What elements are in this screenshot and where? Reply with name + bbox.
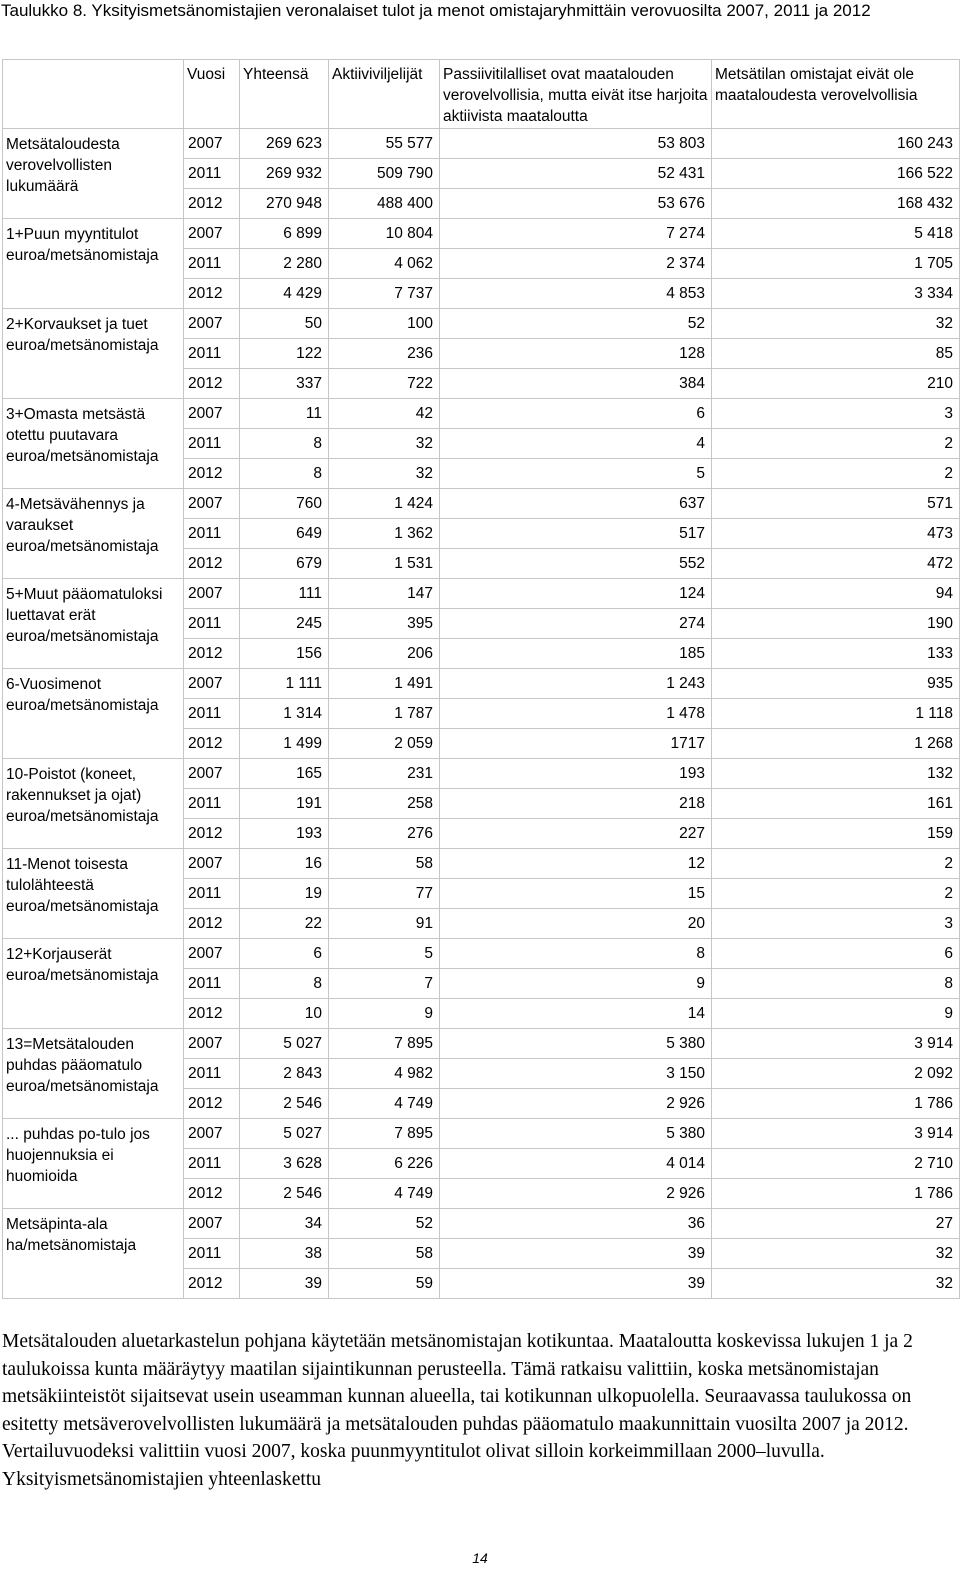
- cell-active-farmers: 7: [329, 969, 440, 999]
- cell-passive-owners: 12: [440, 849, 712, 879]
- cell-total: 1 499: [240, 729, 329, 759]
- header-row: [3, 60, 960, 129]
- table-row: [3, 579, 960, 609]
- cell-total: 111: [240, 579, 329, 609]
- cell-passive-owners: 36: [440, 1209, 712, 1239]
- cell-year: 2007: [184, 1029, 240, 1059]
- cell-passive-owners: 274: [440, 609, 712, 639]
- cell-active-farmers: 722: [329, 369, 440, 399]
- row-group-label: 6-Vuosimenot euroa/metsänomistaja: [3, 669, 184, 759]
- cell-total: 8: [240, 459, 329, 489]
- row-group-label: 5+Muut pääomatuloksi luettavat erät euroa/metsänomistaja: [3, 579, 184, 669]
- cell-passive-owners: 39: [440, 1269, 712, 1299]
- cell-forest-owners: 133: [712, 639, 960, 669]
- cell-total: 19: [240, 879, 329, 909]
- table-row: [3, 669, 960, 699]
- cell-year: 2011: [184, 159, 240, 189]
- cell-active-farmers: 9: [329, 999, 440, 1029]
- cell-forest-owners: 161: [712, 789, 960, 819]
- cell-passive-owners: 15: [440, 879, 712, 909]
- cell-passive-owners: 9: [440, 969, 712, 999]
- table-row: [3, 129, 960, 159]
- cell-active-farmers: 509 790: [329, 159, 440, 189]
- table-row: [3, 1029, 960, 1059]
- cell-forest-owners: 32: [712, 309, 960, 339]
- cell-year: 2012: [184, 1089, 240, 1119]
- cell-passive-owners: 2 374: [440, 249, 712, 279]
- cell-active-farmers: 58: [329, 849, 440, 879]
- cell-forest-owners: 132: [712, 759, 960, 789]
- cell-year: 2007: [184, 939, 240, 969]
- cell-year: 2011: [184, 1149, 240, 1179]
- cell-passive-owners: 7 274: [440, 219, 712, 249]
- table-title: Taulukko 8. Yksityismetsänomistajien veronalaiset tulot ja menot omistajaryhmittäin verovuosilta 2007, 2011 ja 2012: [1, 1, 871, 20]
- cell-year: 2007: [184, 489, 240, 519]
- cell-year: 2012: [184, 189, 240, 219]
- table-row: [3, 399, 960, 429]
- row-group-label: 4-Metsävähennys ja varaukset euroa/metsänomistaja: [3, 489, 184, 579]
- row-group-label: 3+Omasta metsästä otettu puutavara euroa/metsänomistaja: [3, 399, 184, 489]
- cell-total: 679: [240, 549, 329, 579]
- cell-year: 2012: [184, 639, 240, 669]
- cell-passive-owners: 185: [440, 639, 712, 669]
- cell-active-farmers: 1 531: [329, 549, 440, 579]
- cell-total: 6 899: [240, 219, 329, 249]
- cell-total: 193: [240, 819, 329, 849]
- cell-passive-owners: 1717: [440, 729, 712, 759]
- cell-passive-owners: 52 431: [440, 159, 712, 189]
- cell-active-farmers: 258: [329, 789, 440, 819]
- cell-forest-owners: 1 786: [712, 1179, 960, 1209]
- cell-active-farmers: 1 362: [329, 519, 440, 549]
- row-group-label: 2+Korvaukset ja tuet euroa/metsänomistaja: [3, 309, 184, 399]
- row-group-label: 11-Menot toisesta tulolähteestä euroa/metsänomistaja: [3, 849, 184, 939]
- cell-forest-owners: 2: [712, 849, 960, 879]
- cell-total: 245: [240, 609, 329, 639]
- cell-passive-owners: 6: [440, 399, 712, 429]
- cell-passive-owners: 53 676: [440, 189, 712, 219]
- cell-forest-owners: 5 418: [712, 219, 960, 249]
- cell-forest-owners: 3 914: [712, 1029, 960, 1059]
- cell-passive-owners: 1 243: [440, 669, 712, 699]
- table-row: [3, 939, 960, 969]
- cell-year: 2011: [184, 969, 240, 999]
- cell-forest-owners: 1 118: [712, 699, 960, 729]
- cell-total: 16: [240, 849, 329, 879]
- cell-total: 50: [240, 309, 329, 339]
- cell-forest-owners: 1 786: [712, 1089, 960, 1119]
- cell-active-farmers: 7 895: [329, 1119, 440, 1149]
- cell-year: 2011: [184, 789, 240, 819]
- cell-total: 38: [240, 1239, 329, 1269]
- table-body: [3, 129, 960, 1299]
- cell-year: 2007: [184, 399, 240, 429]
- cell-forest-owners: 3: [712, 909, 960, 939]
- cell-passive-owners: 384: [440, 369, 712, 399]
- cell-active-farmers: 10 804: [329, 219, 440, 249]
- page-number: 14: [472, 1550, 488, 1566]
- cell-passive-owners: 5 380: [440, 1119, 712, 1149]
- cell-active-farmers: 32: [329, 459, 440, 489]
- cell-total: 4 429: [240, 279, 329, 309]
- cell-forest-owners: 2: [712, 429, 960, 459]
- cell-active-farmers: 488 400: [329, 189, 440, 219]
- cell-passive-owners: 3 150: [440, 1059, 712, 1089]
- cell-year: 2012: [184, 459, 240, 489]
- cell-active-farmers: 236: [329, 339, 440, 369]
- cell-passive-owners: 124: [440, 579, 712, 609]
- cell-passive-owners: 39: [440, 1239, 712, 1269]
- cell-total: 191: [240, 789, 329, 819]
- cell-active-farmers: 6 226: [329, 1149, 440, 1179]
- cell-year: 2007: [184, 579, 240, 609]
- cell-passive-owners: 227: [440, 819, 712, 849]
- cell-total: 270 948: [240, 189, 329, 219]
- cell-total: 156: [240, 639, 329, 669]
- row-group-label: 10-Poistot (koneet, rakennukset ja ojat) euroa/metsänomistaja: [3, 759, 184, 849]
- cell-active-farmers: 231: [329, 759, 440, 789]
- cell-passive-owners: 517: [440, 519, 712, 549]
- header-cell-forest-owners: Metsätilan omistajat eivät ole maataloudesta verovelvollisia: [712, 60, 960, 129]
- cell-passive-owners: 20: [440, 909, 712, 939]
- cell-passive-owners: 552: [440, 549, 712, 579]
- cell-year: 2012: [184, 1269, 240, 1299]
- cell-forest-owners: 1 705: [712, 249, 960, 279]
- cell-total: 2 546: [240, 1089, 329, 1119]
- cell-total: 1 314: [240, 699, 329, 729]
- cell-forest-owners: 472: [712, 549, 960, 579]
- cell-passive-owners: 5 380: [440, 1029, 712, 1059]
- cell-passive-owners: 128: [440, 339, 712, 369]
- cell-active-farmers: 1 491: [329, 669, 440, 699]
- cell-total: 760: [240, 489, 329, 519]
- cell-passive-owners: 4 853: [440, 279, 712, 309]
- cell-passive-owners: 4: [440, 429, 712, 459]
- cell-passive-owners: 2 926: [440, 1179, 712, 1209]
- cell-forest-owners: 935: [712, 669, 960, 699]
- cell-forest-owners: 210: [712, 369, 960, 399]
- cell-year: 2012: [184, 999, 240, 1029]
- row-group-label: Metsätaloudesta verovelvollisten lukumäärä: [3, 129, 184, 219]
- header-cell-total: Yhteensä: [240, 60, 329, 129]
- cell-active-farmers: 4 062: [329, 249, 440, 279]
- row-group-label: 13=Metsätalouden puhdas pääomatulo euroa/metsänomistaja: [3, 1029, 184, 1119]
- cell-active-farmers: 42: [329, 399, 440, 429]
- table-row: [3, 1209, 960, 1239]
- cell-year: 2012: [184, 279, 240, 309]
- cell-active-farmers: 7 737: [329, 279, 440, 309]
- cell-year: 2011: [184, 249, 240, 279]
- cell-total: 2 843: [240, 1059, 329, 1089]
- cell-forest-owners: 159: [712, 819, 960, 849]
- cell-year: 2007: [184, 1209, 240, 1239]
- cell-active-farmers: 4 749: [329, 1179, 440, 1209]
- row-group-label: 12+Korjauserät euroa/metsänomistaja: [3, 939, 184, 1029]
- cell-forest-owners: 3 334: [712, 279, 960, 309]
- cell-total: 3 628: [240, 1149, 329, 1179]
- cell-year: 2011: [184, 609, 240, 639]
- cell-active-farmers: 395: [329, 609, 440, 639]
- cell-year: 2012: [184, 909, 240, 939]
- cell-total: 2 546: [240, 1179, 329, 1209]
- cell-active-farmers: 58: [329, 1239, 440, 1269]
- cell-passive-owners: 8: [440, 939, 712, 969]
- cell-total: 34: [240, 1209, 329, 1239]
- cell-forest-owners: 6: [712, 939, 960, 969]
- table-row: [3, 309, 960, 339]
- cell-year: 2007: [184, 669, 240, 699]
- cell-total: 2 280: [240, 249, 329, 279]
- cell-active-farmers: 77: [329, 879, 440, 909]
- cell-forest-owners: 1 268: [712, 729, 960, 759]
- cell-passive-owners: 5: [440, 459, 712, 489]
- cell-year: 2012: [184, 729, 240, 759]
- cell-total: 337: [240, 369, 329, 399]
- cell-year: 2012: [184, 1179, 240, 1209]
- table-row: [3, 849, 960, 879]
- cell-year: 2012: [184, 369, 240, 399]
- cell-active-farmers: 59: [329, 1269, 440, 1299]
- cell-year: 2007: [184, 129, 240, 159]
- cell-active-farmers: 4 749: [329, 1089, 440, 1119]
- cell-forest-owners: 190: [712, 609, 960, 639]
- cell-total: 1 111: [240, 669, 329, 699]
- cell-year: 2011: [184, 339, 240, 369]
- cell-active-farmers: 1 424: [329, 489, 440, 519]
- cell-forest-owners: 32: [712, 1239, 960, 1269]
- row-group-label: Metsäpinta-ala ha/metsänomistaja: [3, 1209, 184, 1299]
- cell-year: 2011: [184, 519, 240, 549]
- cell-forest-owners: 166 522: [712, 159, 960, 189]
- cell-total: 5 027: [240, 1029, 329, 1059]
- cell-total: 269 932: [240, 159, 329, 189]
- cell-forest-owners: 85: [712, 339, 960, 369]
- cell-active-farmers: 276: [329, 819, 440, 849]
- table-row: [3, 219, 960, 249]
- cell-year: 2011: [184, 429, 240, 459]
- cell-total: 11: [240, 399, 329, 429]
- header-cell-active-farmers: Aktiiviviljelijät: [329, 60, 440, 129]
- cell-passive-owners: 14: [440, 999, 712, 1029]
- table-row: [3, 1119, 960, 1149]
- body-paragraph: Metsätalouden aluetarkastelun pohjana käytetään metsänomistajan kotikuntaa. Maataloutta koskevissa lukujen 1 ja 2 taulukoissa kunta määräytyy maatilan sijaintikunnan perusteella. Tämä ratkaisu valittiin, koska metsänomistajan metsäkiinteistöt sijaitsevat usein useamman kunnan alueella, tai kotikunnan ulkopuolella. Seuraavassa taulukossa on esitetty metsäverovelvollisten lukumäärä ja metsätalouden puhdas pääomatulo maakunnittain vuosilta 2007 ja 2012. Vertailuvuodeksi valittiin vuosi 2007, koska puunmyyntitulot olivat silloin korkeimmillaan 2000–luvulla. Yksityismetsänomistajien yhteenlaskettu: [2, 1331, 913, 1490]
- cell-passive-owners: 1 478: [440, 699, 712, 729]
- cell-forest-owners: 94: [712, 579, 960, 609]
- header-cell-passive-owners: Passiivitilalliset ovat maatalouden verovelvollisia, mutta eivät itse harjoita aktiivista maataloutta: [440, 60, 712, 129]
- cell-active-farmers: 32: [329, 429, 440, 459]
- cell-forest-owners: 8: [712, 969, 960, 999]
- cell-year: 2007: [184, 1119, 240, 1149]
- cell-forest-owners: 2: [712, 459, 960, 489]
- cell-passive-owners: 193: [440, 759, 712, 789]
- cell-forest-owners: 2 092: [712, 1059, 960, 1089]
- cell-year: 2007: [184, 219, 240, 249]
- cell-active-farmers: 1 787: [329, 699, 440, 729]
- cell-year: 2012: [184, 549, 240, 579]
- cell-passive-owners: 52: [440, 309, 712, 339]
- cell-year: 2011: [184, 1059, 240, 1089]
- cell-active-farmers: 2 059: [329, 729, 440, 759]
- cell-active-farmers: 52: [329, 1209, 440, 1239]
- cell-forest-owners: 3: [712, 399, 960, 429]
- cell-total: 22: [240, 909, 329, 939]
- cell-year: 2007: [184, 759, 240, 789]
- cell-year: 2011: [184, 699, 240, 729]
- cell-total: 649: [240, 519, 329, 549]
- cell-total: 10: [240, 999, 329, 1029]
- cell-total: 8: [240, 429, 329, 459]
- cell-forest-owners: 2: [712, 879, 960, 909]
- header-cell-label: [3, 60, 184, 129]
- cell-total: 122: [240, 339, 329, 369]
- row-group-label: 1+Puun myyntitulot euroa/metsänomistaja: [3, 219, 184, 309]
- cell-year: 2007: [184, 309, 240, 339]
- cell-total: 269 623: [240, 129, 329, 159]
- cell-year: 2012: [184, 819, 240, 849]
- cell-total: 8: [240, 969, 329, 999]
- cell-active-farmers: 5: [329, 939, 440, 969]
- data-table: [2, 59, 960, 1299]
- cell-passive-owners: 4 014: [440, 1149, 712, 1179]
- cell-forest-owners: 168 432: [712, 189, 960, 219]
- cell-forest-owners: 27: [712, 1209, 960, 1239]
- cell-active-farmers: 55 577: [329, 129, 440, 159]
- cell-passive-owners: 53 803: [440, 129, 712, 159]
- cell-total: 6: [240, 939, 329, 969]
- cell-active-farmers: 4 982: [329, 1059, 440, 1089]
- table-row: [3, 489, 960, 519]
- row-group-label: ... puhdas po-tulo jos huojennuksia ei huomioida: [3, 1119, 184, 1209]
- cell-year: 2011: [184, 1239, 240, 1269]
- cell-year: 2011: [184, 879, 240, 909]
- cell-active-farmers: 7 895: [329, 1029, 440, 1059]
- cell-forest-owners: 160 243: [712, 129, 960, 159]
- table-row: [3, 759, 960, 789]
- cell-year: 2007: [184, 849, 240, 879]
- cell-active-farmers: 100: [329, 309, 440, 339]
- cell-total: 165: [240, 759, 329, 789]
- cell-forest-owners: 3 914: [712, 1119, 960, 1149]
- cell-active-farmers: 206: [329, 639, 440, 669]
- cell-forest-owners: 2 710: [712, 1149, 960, 1179]
- cell-active-farmers: 91: [329, 909, 440, 939]
- cell-forest-owners: 9: [712, 999, 960, 1029]
- cell-total: 39: [240, 1269, 329, 1299]
- cell-passive-owners: 637: [440, 489, 712, 519]
- cell-active-farmers: 147: [329, 579, 440, 609]
- cell-passive-owners: 2 926: [440, 1089, 712, 1119]
- header-cell-year: Vuosi: [184, 60, 240, 129]
- cell-total: 5 027: [240, 1119, 329, 1149]
- cell-forest-owners: 473: [712, 519, 960, 549]
- cell-passive-owners: 218: [440, 789, 712, 819]
- cell-forest-owners: 571: [712, 489, 960, 519]
- cell-forest-owners: 32: [712, 1269, 960, 1299]
